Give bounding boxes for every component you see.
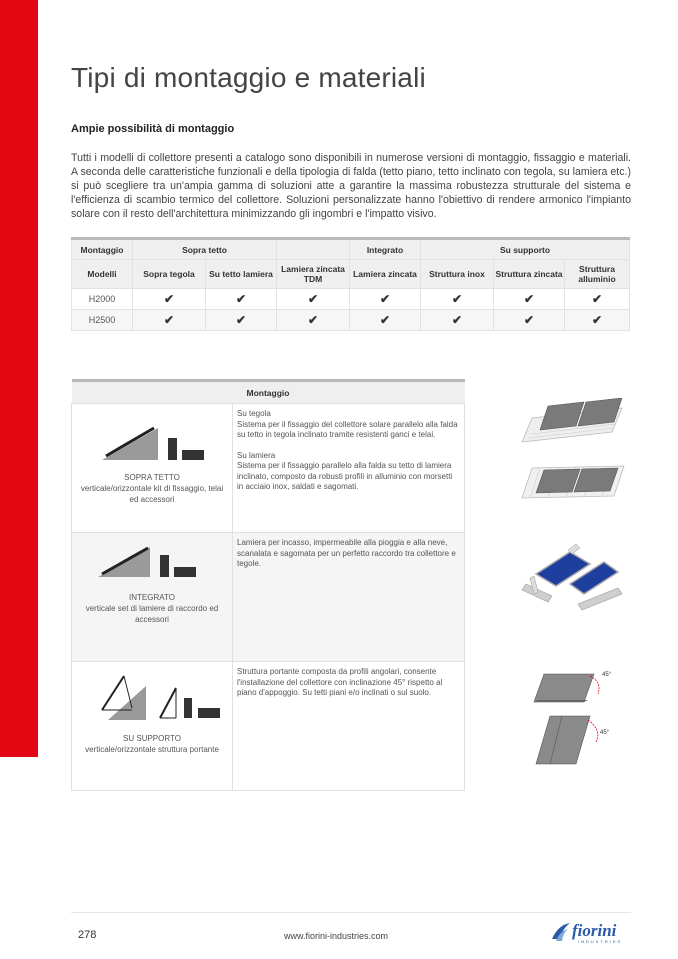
mounting-description [233,662,465,791]
column-header: Sopra tegola [133,260,206,289]
table-row [72,404,465,533]
footer-url[interactable]: www.fiorini-industries.com [284,931,389,941]
check-cell [565,289,630,310]
page-title: Tipi di montaggio e materiali [71,62,426,93]
checkmark-icon: ✔ [451,313,463,327]
column-header: Struttura inox [421,260,494,289]
model-cell: H2000 [72,289,133,310]
footer-divider [71,912,631,913]
tile-roof-mount-illustration [518,398,626,446]
desc-line: Su lamiera [237,450,276,460]
check-cell [206,310,277,331]
roof-mount-diagram [72,416,232,466]
checkmark-icon: ✔ [379,313,391,327]
check-cell [421,310,494,331]
check-cell [206,289,277,310]
mounting-cell-sopra-tetto [72,404,233,533]
check-cell [133,310,206,331]
check-cell [494,289,565,310]
side-accent-bar [0,0,38,757]
integrated-mount-illustration [518,540,628,612]
fiorini-logo: fiorini [572,921,617,940]
mounting-title: SOPRA TETTO [124,473,180,482]
column-header: Struttura zincata [494,260,565,289]
check-cell [421,289,494,310]
fiorini-logo-icon [550,921,572,943]
group-header: Su supporto [421,239,630,260]
checkmark-icon: ✔ [307,313,319,327]
section-subtitle: Ampie possibilità di montaggio [71,123,235,135]
table-column-header-row [72,260,630,289]
check-cell [565,310,630,331]
check-cell [133,289,206,310]
support-mount-diagram [72,668,232,724]
models-table [71,237,630,331]
support-mount-illustration [530,664,622,772]
mounting-title: INTEGRATO [129,593,175,602]
mounting-caption: verticale/orizzontale kit di fissaggio, telai ed accessori [80,484,224,504]
angle-label: 45° [600,730,610,736]
mounting-description [233,533,465,662]
table-group-header-row [72,239,630,260]
group-header: Sopra tetto [133,239,277,260]
mounting-table [71,379,465,791]
check-cell [277,310,350,331]
desc-line: Sistema per il fissaggio del collettore solare parallelo alla falda su tetto in tegola inclinato tramite resistenti ganci e telai. [237,419,458,439]
checkmark-icon: ✔ [523,292,535,306]
checkmark-icon: ✔ [451,292,463,306]
checkmark-icon: ✔ [163,313,175,327]
table-row [72,310,630,331]
check-cell [277,289,350,310]
mounting-description [233,404,465,533]
desc-spacer [237,441,460,451]
check-cell [494,310,565,331]
table-row [72,662,465,791]
checkmark-icon: ✔ [591,292,603,306]
table-row [72,289,630,310]
checkmark-icon: ✔ [523,313,535,327]
desc-line: Lamiera per incasso, impermeabile alla pioggia e alla neve, scanalata e sagomata per un perfetto raccordo tra collettore e tegole. [237,538,456,568]
group-header: Montaggio [72,239,133,260]
checkmark-icon: ✔ [307,292,319,306]
mounting-caption: verticale/orizzontale struttura portante [85,745,219,754]
checkmark-icon: ✔ [379,292,391,306]
model-cell: H2500 [72,310,133,331]
intro-paragraph: Tutti i modelli di collettore presenti a catalogo sono disponibili in numerose versioni di montaggio, fissaggio e materiali. A seconda delle caratteristiche funzionali e della tipologia di falda (tetto piano, tetto inclinato con tegola, su lamiera etc.) si può scegliere tra un'ampia gamma di soluzioni atte a garantire la massima robustezza strutturale del sistema e l'efficienza di scambio termico del collettore. Soluzioni personalizzate hanno l'obiettivo di rendere armonico l'impianto solare con il resto dell'architettura minimizzando gli ingombri e l'impatto visivo. [71,152,631,220]
page-number: 278 [78,929,97,941]
mounting-title: SU SUPPORTO [123,734,181,743]
column-header: Lamiera zincata TDM [277,260,350,289]
column-header: Su tetto lamiera [206,260,277,289]
group-header [277,239,350,260]
group-header: Integrato [350,239,421,260]
checkmark-icon: ✔ [235,313,247,327]
desc-line: Su tegola [237,409,271,418]
checkmark-icon: ✔ [591,313,603,327]
mounting-caption: verticale set di lamiere di raccordo ed accessori [85,604,219,624]
check-cell [350,289,421,310]
column-header: Modelli [72,260,133,289]
desc-line: Struttura portante composta da profili angolari, consente l'installazione del collettore con inclinazione 45° rispetto al piano d'appoggio. Su tetti piani e/o inclinati o sul suolo. [237,667,443,697]
checkmark-icon: ✔ [163,292,175,306]
mounting-cell-su-supporto [72,662,233,791]
mounting-table-header: Montaggio [72,381,465,404]
check-cell [350,310,421,331]
fiorini-logo-sub: INDUSTRIES [578,939,623,944]
checkmark-icon: ✔ [235,292,247,306]
angle-label: 45° [602,672,612,678]
column-header: Struttura alluminio [565,260,630,289]
mounting-cell-integrato [72,533,233,662]
desc-line: Sistema per il fissaggio parallelo alla falda su tetto di lamiera inclinato, composto da robusti profili in alluminio con morsetti in acciaio inox, saldati e sagomati. [237,461,453,491]
column-header: Lamiera zincata [350,260,421,289]
metal-roof-mount-illustration [518,462,626,502]
integrated-mount-diagram [72,541,232,581]
table-row [72,533,465,662]
